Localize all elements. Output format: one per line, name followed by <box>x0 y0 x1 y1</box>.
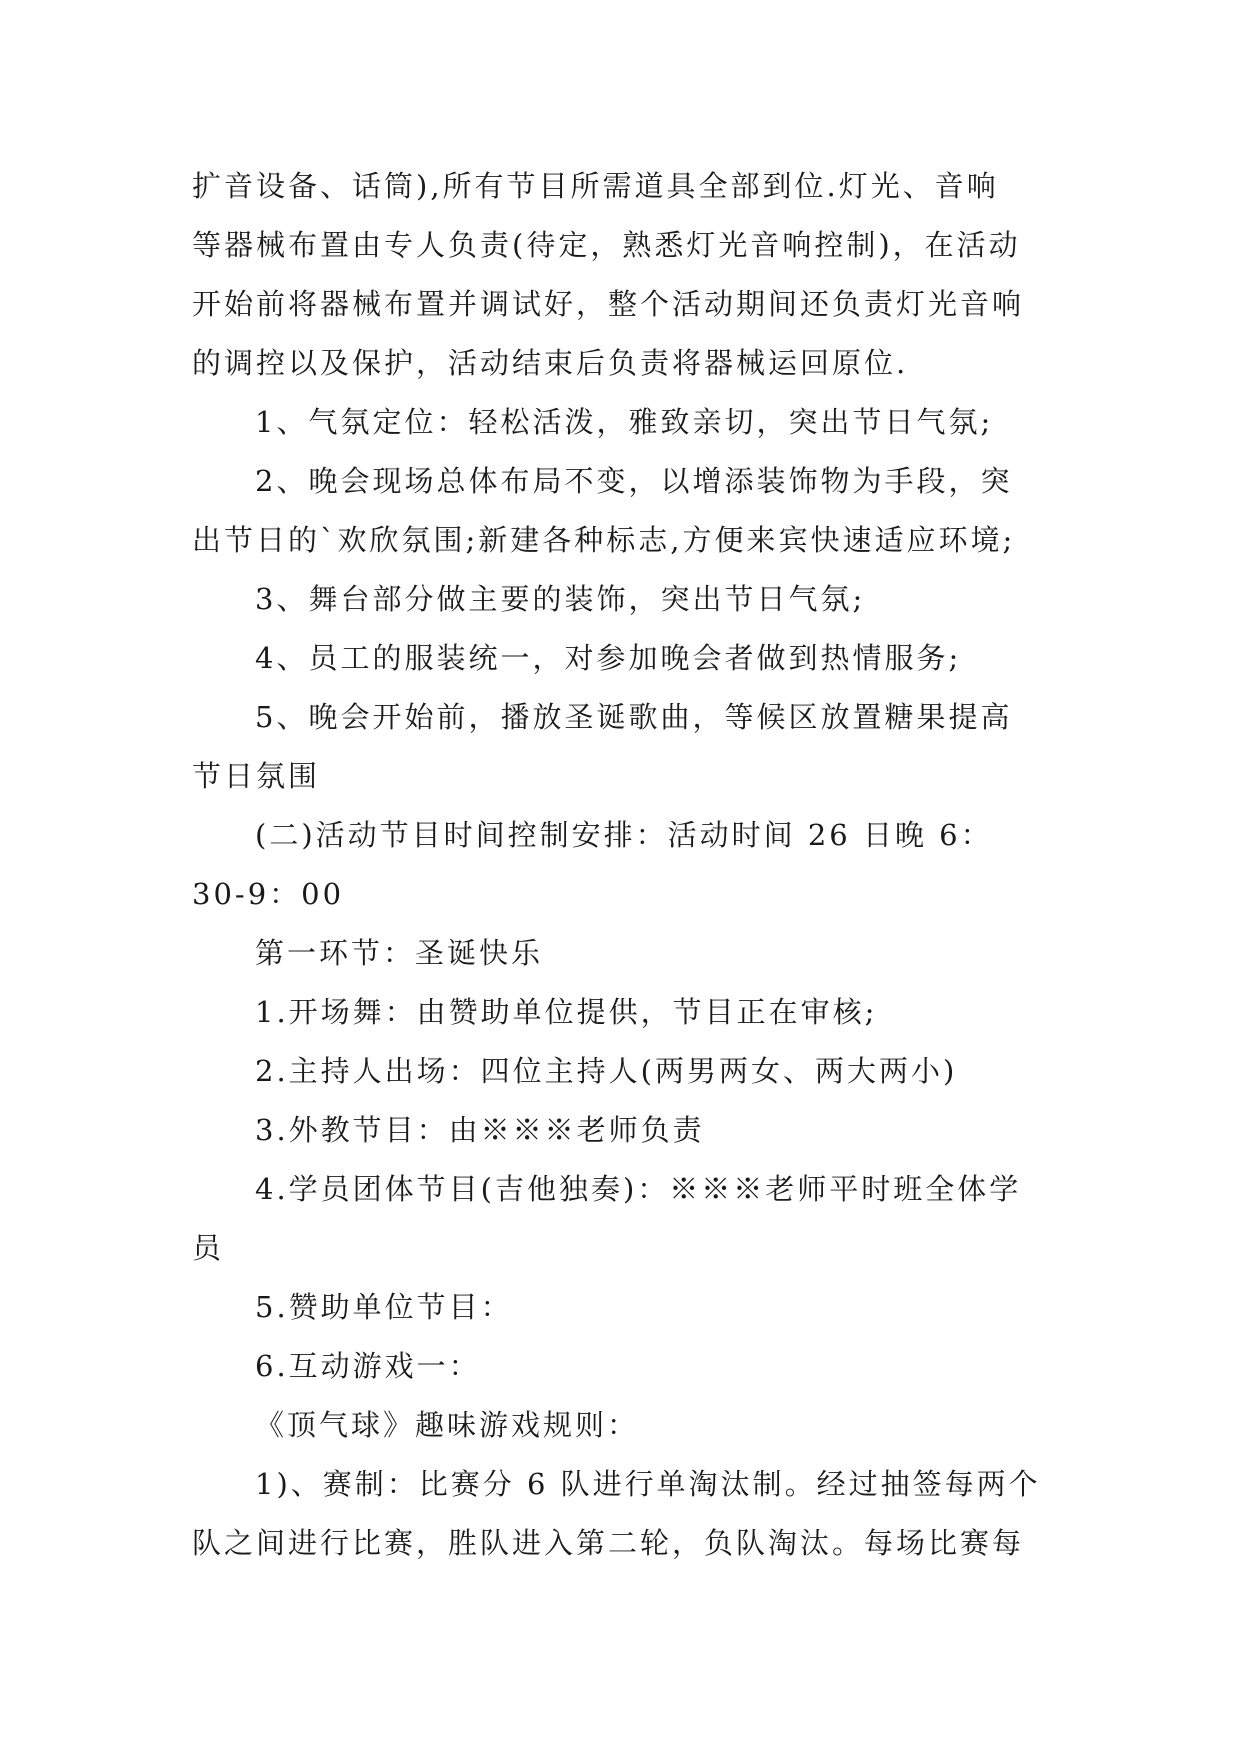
text-line: 5、晚会开始前，播放圣诞歌曲，等候区放置糖果提高 <box>255 700 1013 734</box>
text-line: 2、晚会现场总体布局不变，以增添装饰物为手段，突 <box>255 464 1013 498</box>
text-line: 1、气氛定位：轻松活泼，雅致亲切，突出节日气氛; <box>255 405 994 439</box>
text-line: (二)活动节目时间控制安排：活动时间 26 日晚 6： <box>255 818 993 852</box>
text-line: 4.学员团体节目(吉他独奏)：※※※老师平时班全体学 <box>255 1172 1022 1206</box>
text-line: 3、舞台部分做主要的装饰，突出节日气氛; <box>255 582 866 616</box>
text-line: 30-9：00 <box>192 877 345 911</box>
text-line: 4、员工的服装统一，对参加晚会者做到热情服务; <box>255 641 962 675</box>
text-line: 《顶气球》趣味游戏规则： <box>255 1408 640 1442</box>
text-line: 3.外教节目：由※※※老师负责 <box>255 1113 705 1147</box>
text-line: 1.开场舞：由赞助单位提供，节目正在审核; <box>255 995 878 1029</box>
text-line: 员 <box>192 1231 225 1265</box>
text-line: 1)、赛制：比赛分 6 队进行单淘汰制。经过抽签每两个 <box>255 1467 1041 1501</box>
text-line: 2.主持人出场：四位主持人(两男两女、两大两小) <box>255 1054 958 1088</box>
document-body <box>192 157 1052 1573</box>
text-line: 5.赞助单位节目： <box>255 1290 513 1324</box>
text-line: 的调控以及保护，活动结束后负责将器械运回原位. <box>192 346 909 380</box>
text-line: 等器械布置由专人负责(待定，熟悉灯光音响控制)，在活动 <box>192 228 1021 262</box>
text-line: 节日氛围 <box>192 759 321 793</box>
text-line: 队之间进行比赛，胜队进入第二轮，负队淘汰。每场比赛每 <box>192 1526 1025 1560</box>
text-line: 出节日的`欢欣氛围;新建各种标志,方便来宾快速适应环境; <box>192 523 1016 557</box>
text-line: 6.互动游戏一： <box>255 1349 481 1383</box>
text-line: 开始前将器械布置并调试好，整个活动期间还负责灯光音响 <box>192 287 1025 321</box>
text-line: 扩音设备、话筒),所有节目所需道具全部到位.灯光、音响 <box>192 169 999 203</box>
text-line: 第一环节：圣诞快乐 <box>255 936 544 970</box>
